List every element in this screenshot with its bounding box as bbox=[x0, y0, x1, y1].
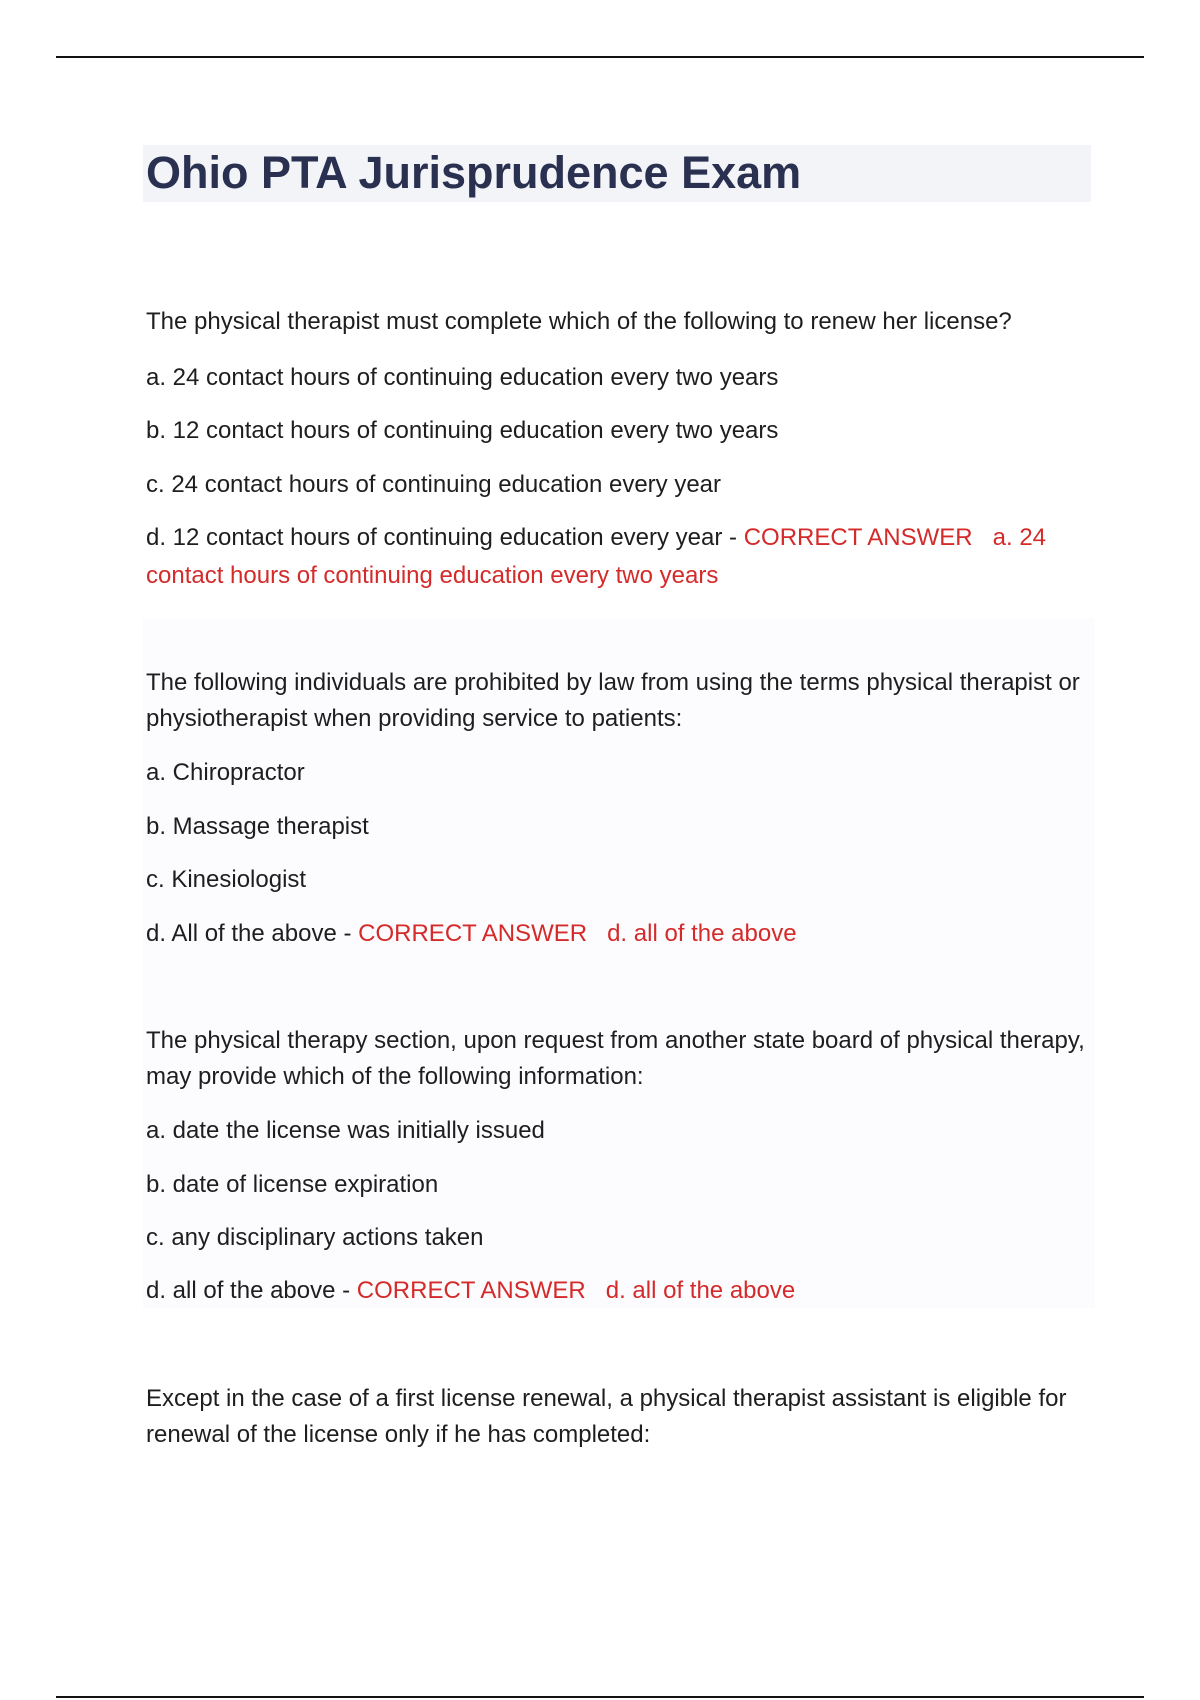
top-rule bbox=[56, 56, 1144, 58]
correct-answer-text: d. all of the above bbox=[607, 920, 797, 947]
answer-option: b. Massage therapist bbox=[146, 813, 369, 840]
correct-answer-text: a. 24 contact hours of continuing education every two years bbox=[146, 524, 1047, 589]
correct-answer-label: CORRECT ANSWER bbox=[743, 524, 973, 551]
correct-answer-label: CORRECT ANSWER bbox=[356, 1277, 586, 1304]
answer-option: b. date of license expiration bbox=[146, 1171, 439, 1198]
answer-option-text: d. All of the above - bbox=[146, 920, 359, 947]
page-title: Ohio PTA Jurisprudence Exam bbox=[146, 147, 802, 198]
answer-option-with-key bbox=[146, 519, 1101, 595]
question-stem: The physical therapist must complete which of the following to renew her license? bbox=[146, 308, 1012, 335]
answer-option: c. any disciplinary actions taken bbox=[146, 1224, 484, 1251]
answer-option-with-key bbox=[146, 915, 1101, 953]
answer-option: b. 12 contact hours of continuing education every two years bbox=[146, 417, 779, 444]
correct-answer-text: d. all of the above bbox=[605, 1277, 796, 1304]
answer-option-text: d. 12 contact hours of continuing education every year - bbox=[146, 524, 744, 551]
answer-option: c. Kinesiologist bbox=[146, 866, 307, 893]
answer-option: a. Chiropractor bbox=[146, 759, 305, 786]
answer-option: a. 24 contact hours of continuing education every two years bbox=[146, 364, 779, 391]
answer-option-with-key bbox=[146, 1272, 1101, 1310]
bottom-rule bbox=[56, 1696, 1144, 1698]
question-stem: Except in the case of a first license renewal, a physical therapist assistant is eligible for renewal of the license only if he has completed: bbox=[146, 1385, 1067, 1448]
answer-option: c. 24 contact hours of continuing education every year bbox=[146, 471, 722, 498]
answer-option: a. date the license was initially issued bbox=[146, 1117, 545, 1144]
question-stem: The following individuals are prohibited by law from using the terms physical therapist or physiotherapist when providing service to patients: bbox=[146, 669, 1080, 732]
answer-option-text: d. all of the above - bbox=[146, 1277, 357, 1304]
correct-answer-label: CORRECT ANSWER bbox=[358, 920, 588, 947]
question-stem: The physical therapy section, upon request from another state board of physical therapy, may provide which of the following information: bbox=[146, 1027, 1085, 1090]
